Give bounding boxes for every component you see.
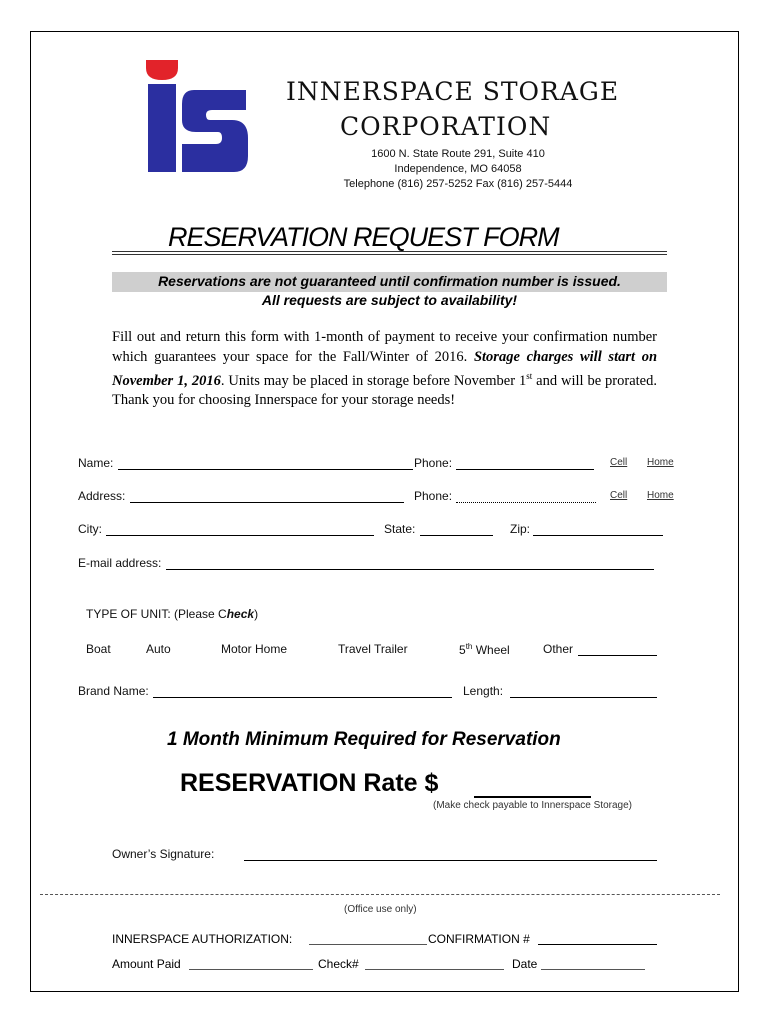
date-field[interactable] <box>541 969 645 970</box>
form-title: RESERVATION REQUEST FORM <box>168 222 559 252</box>
name-label: Name: <box>78 456 114 470</box>
intro-sup: st <box>526 371 533 381</box>
phone2-home-option[interactable]: Home <box>647 490 674 501</box>
intro-part5: . Thank you for choosing Innerspace for your storage needs! <box>112 372 657 409</box>
city-field[interactable] <box>106 535 374 536</box>
unit-option-travel-trailer[interactable]: Travel Trailer <box>338 642 408 656</box>
brand-label: Brand Name: <box>78 684 149 698</box>
email-label: E-mail address: <box>78 556 162 570</box>
unit-option-motor-home[interactable]: Motor Home <box>221 642 288 656</box>
unit-option-boat[interactable]: Boat <box>86 642 111 656</box>
notice-line2: All requests are subject to availability! <box>261 292 518 308</box>
office-use-heading: (Office use only) <box>344 904 417 915</box>
phone2-field[interactable] <box>456 502 596 503</box>
signature-label: Owner’s Signature: <box>112 847 215 861</box>
title-rule-bottom <box>112 254 667 255</box>
phone2-cell-option[interactable]: Cell <box>610 490 628 501</box>
company-name-line2: CORPORATION <box>340 112 552 141</box>
confirmation-field[interactable] <box>538 944 657 945</box>
check-payable-note: (Make check payable to Innerspace Storage) <box>433 800 632 811</box>
company-telephone: Telephone (816) 257-5252 Fax (816) 257-5444 <box>343 178 573 190</box>
check-number-label: Check# <box>318 957 359 971</box>
signature-field[interactable] <box>244 860 657 861</box>
rate-label: RESERVATION Rate $ <box>180 769 439 797</box>
name-field[interactable] <box>118 469 413 470</box>
unit-other-field[interactable] <box>578 655 657 656</box>
brand-field[interactable] <box>153 697 452 698</box>
zip-field[interactable] <box>533 535 663 536</box>
unit-type-heading: TYPE OF UNIT: (Please Check) <box>86 607 259 621</box>
authorization-label: INNERSPACE AUTHORIZATION: <box>112 932 293 946</box>
email-field[interactable] <box>166 569 654 570</box>
intro-charges-start: Storage charges will start on November 1, 2016 <box>112 348 658 389</box>
phone1-home-option[interactable]: Home <box>647 457 674 468</box>
office-divider <box>40 894 720 895</box>
phone2-label: Phone: <box>414 489 453 503</box>
minimum-note: 1 Month Minimum Required for Reservation <box>167 729 561 750</box>
rate-field[interactable] <box>474 796 591 798</box>
date-label: Date <box>512 957 538 971</box>
zip-label: Zip: <box>510 522 531 536</box>
confirmation-label: CONFIRMATION # <box>428 932 530 946</box>
address-label: Address: <box>78 489 126 503</box>
address-field[interactable] <box>130 502 404 503</box>
city-label: City: <box>78 522 102 536</box>
company-address-line1: 1600 N. State Route 291, Suite 410 <box>371 148 545 160</box>
intro-part4: and will be prorated <box>532 372 654 389</box>
unit-option-fifth-wheel[interactable]: 5th Wheel <box>459 642 510 657</box>
authorization-field[interactable] <box>309 944 427 945</box>
state-field[interactable] <box>420 535 493 536</box>
phone1-field[interactable] <box>456 469 594 470</box>
amount-paid-field[interactable] <box>189 969 313 970</box>
intro-paragraph <box>112 328 657 411</box>
innerspace-logo <box>144 58 250 174</box>
company-name-line1: INNERSPACE STORAGE <box>286 77 620 106</box>
company-address-line2: Independence, MO 64058 <box>394 163 522 175</box>
title-rule-top <box>112 251 667 252</box>
amount-paid-label: Amount Paid <box>112 957 181 971</box>
phone1-label: Phone: <box>414 456 453 470</box>
intro-part3: . Units may be placed in storage before November 1 <box>220 372 527 389</box>
length-field[interactable] <box>510 697 657 698</box>
unit-option-auto[interactable]: Auto <box>146 642 171 656</box>
state-label: State: <box>384 522 416 536</box>
notice-line1: Reservations are not guaranteed until confirmation number is issued. <box>158 273 621 289</box>
unit-option-other[interactable]: Other <box>543 642 574 656</box>
intro-part1: Fill out and return this form with 1-month of payment to receive your confirmation number which guarantees your space for the Fall/Winter of 2016. <box>112 329 657 365</box>
length-label: Length: <box>463 684 504 698</box>
check-number-field[interactable] <box>365 969 504 970</box>
phone1-cell-option[interactable]: Cell <box>610 457 628 468</box>
